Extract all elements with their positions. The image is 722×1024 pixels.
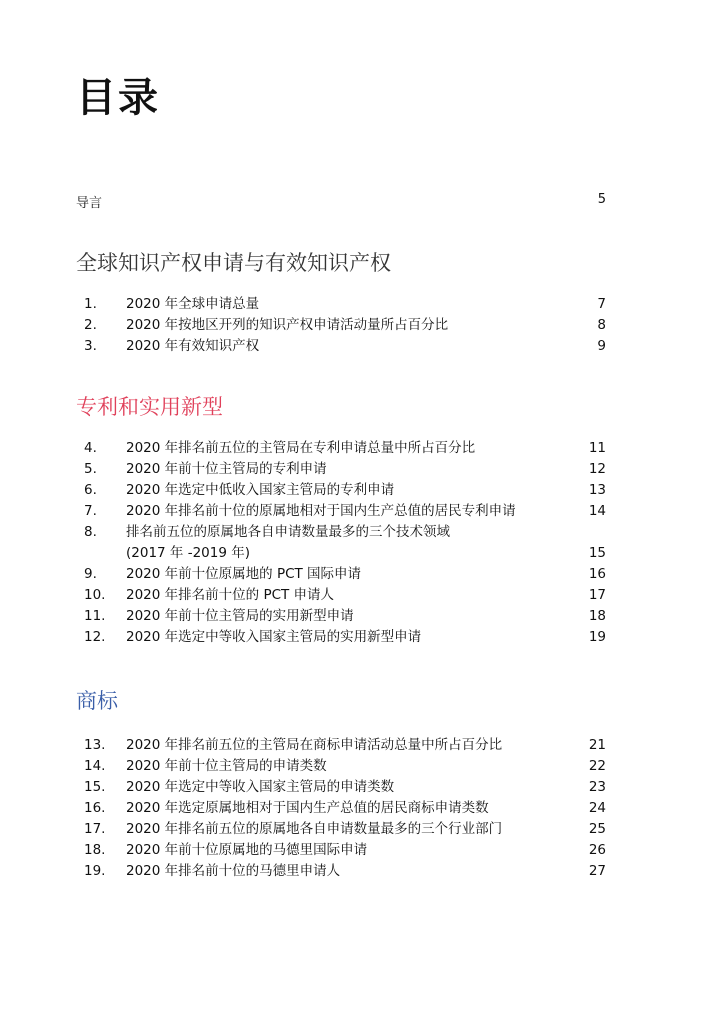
entry-number: 18.	[84, 842, 106, 858]
toc-entry[interactable]	[0, 501, 722, 522]
entry-number: 8.	[84, 524, 97, 540]
toc-entry[interactable]	[0, 627, 722, 648]
entry-number: 7.	[84, 503, 97, 519]
entry-label: 2020 年全球申请总量	[126, 296, 260, 312]
entry-number: 2.	[84, 317, 97, 333]
entry-page-number: 13	[588, 482, 606, 498]
entry-number: 3.	[84, 338, 97, 354]
entry-label: 2020 年选定中等收入国家主管局的申请类数	[126, 779, 395, 795]
entry-label: 2020 年排名前五位的主管局在专利申请总量中所占百分比	[126, 440, 476, 456]
entry-number: 15.	[84, 779, 106, 795]
toc-entry[interactable]	[0, 294, 722, 315]
toc-entry[interactable]	[0, 777, 722, 798]
entry-page-number: 21	[588, 737, 606, 753]
entry-number: 6.	[84, 482, 97, 498]
entry-page-number: 7	[597, 296, 606, 312]
entry-number: 1.	[84, 296, 97, 312]
entry-label: 2020 年按地区开列的知识产权申请活动量所占百分比	[126, 317, 449, 333]
page-title: 目录	[76, 75, 160, 121]
entry-label: 2020 年有效知识产权	[126, 338, 260, 354]
entry-label: 2020 年前十位主管局的实用新型申请	[126, 608, 354, 624]
entry-page-number: 19	[588, 629, 606, 645]
entry-page-number: 5	[597, 192, 606, 207]
entry-label: 导言	[76, 196, 103, 211]
entry-number: 11.	[84, 608, 106, 624]
entry-number: 12.	[84, 629, 106, 645]
entry-label: 2020 年选定中等收入国家主管局的实用新型申请	[126, 629, 422, 645]
entry-label: 2020 年排名前十位的马德里申请人	[126, 863, 341, 879]
entry-number: 4.	[84, 440, 97, 456]
entry-label: 2020 年排名前十位的 PCT 申请人	[126, 587, 335, 603]
entry-label: 排名前五位的原属地各自申请数量最多的三个技术领域	[126, 524, 450, 540]
entry-page-number: 22	[588, 758, 606, 774]
toc-entry-intro[interactable]	[76, 192, 606, 210]
entry-page-number: 25	[588, 821, 606, 837]
section-entries-global-ip	[0, 294, 722, 357]
entry-label: 2020 年选定中低收入国家主管局的专利申请	[126, 482, 395, 498]
entry-page-number: 15	[588, 545, 606, 561]
entry-number: 9.	[84, 566, 97, 582]
entry-page-number: 27	[588, 863, 606, 879]
entry-page-number: 26	[588, 842, 606, 858]
entry-page-number: 11	[588, 440, 606, 456]
entry-number: 10.	[84, 587, 106, 603]
toc-entry[interactable]	[0, 459, 722, 480]
toc-entry[interactable]	[0, 756, 722, 777]
entry-number: 13.	[84, 737, 106, 753]
entry-label: 2020 年前十位原属地的 PCT 国际申请	[126, 566, 362, 582]
toc-entry[interactable]	[0, 861, 722, 882]
entry-label: 2020 年排名前五位的主管局在商标申请活动总量中所占百分比	[126, 737, 503, 753]
entry-page-number: 9	[597, 338, 606, 354]
toc-entry[interactable]	[0, 606, 722, 627]
toc-entry[interactable]	[0, 585, 722, 606]
entry-label: 2020 年前十位主管局的申请类数	[126, 758, 327, 774]
entry-label: 2020 年前十位主管局的专利申请	[126, 461, 327, 477]
entry-number: 5.	[84, 461, 97, 477]
toc-entry[interactable]	[0, 735, 722, 756]
entry-label-continuation: (2017 年 -2019 年)	[126, 545, 250, 561]
entry-number: 16.	[84, 800, 106, 816]
entry-number: 17.	[84, 821, 106, 837]
toc-entry[interactable]	[0, 438, 722, 459]
section-heading-patents: 专利和实用新型	[76, 395, 223, 419]
entry-page-number: 12	[588, 461, 606, 477]
toc-entry[interactable]	[0, 336, 722, 357]
entry-page-number: 18	[588, 608, 606, 624]
entry-number: 19.	[84, 863, 106, 879]
section-heading-trademarks: 商标	[76, 689, 118, 713]
toc-entry[interactable]	[0, 798, 722, 819]
entry-page-number: 17	[588, 587, 606, 603]
entry-label: 2020 年排名前五位的原属地各自申请数量最多的三个行业部门	[126, 821, 503, 837]
toc-entry[interactable]	[0, 315, 722, 336]
entry-page-number: 16	[588, 566, 606, 582]
entry-page-number: 14	[588, 503, 606, 519]
entry-page-number: 8	[597, 317, 606, 333]
entry-page-number: 23	[588, 779, 606, 795]
section-entries-trademarks	[0, 735, 722, 882]
entry-label: 2020 年排名前十位的原属地相对于国内生产总值的居民专利申请	[126, 503, 516, 519]
toc-entry[interactable]	[0, 522, 722, 564]
entry-label: 2020 年前十位原属地的马德里国际申请	[126, 842, 368, 858]
toc-entry[interactable]	[0, 819, 722, 840]
entry-page-number: 24	[588, 800, 606, 816]
entry-number: 14.	[84, 758, 106, 774]
toc-entry[interactable]	[0, 840, 722, 861]
toc-entry[interactable]	[0, 480, 722, 501]
section-heading-global-ip: 全球知识产权申请与有效知识产权	[76, 251, 391, 275]
entry-label: 2020 年选定原属地相对于国内生产总值的居民商标申请类数	[126, 800, 489, 816]
section-entries-patents	[0, 438, 722, 648]
toc-entry[interactable]	[0, 564, 722, 585]
